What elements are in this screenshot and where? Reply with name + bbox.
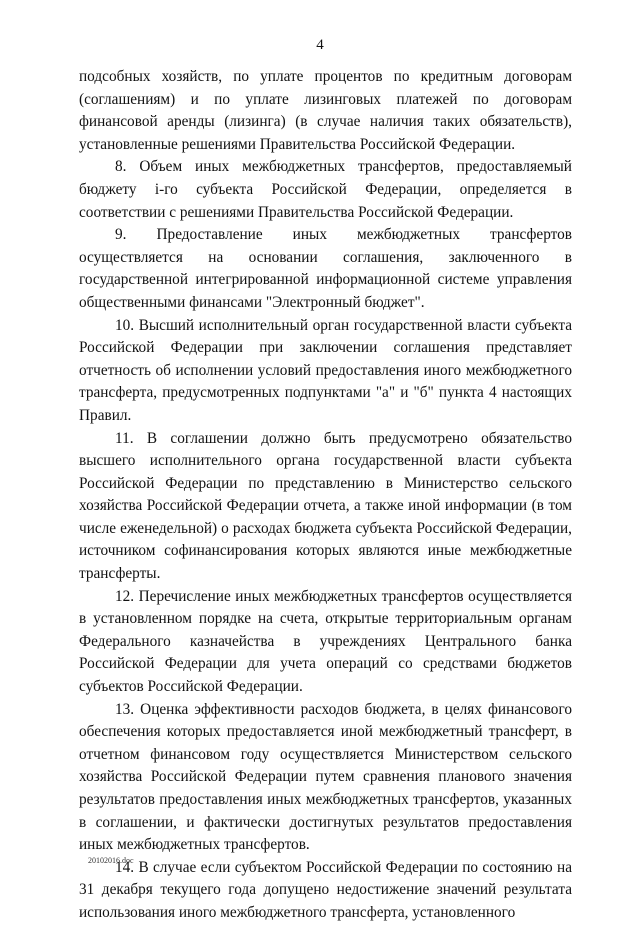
- document-body: [79, 66, 572, 925]
- file-name-footer: 20102016.doc: [88, 856, 134, 865]
- paragraph-item-11: 11. В соглашении должно быть предусмотрено обязательство высшего исполнительного органа государственной власти субъекта Российской Федерации по представлению в Министерство сельского хозяйства Российской Федерации отчета, а также иной информации (в том числе еженедельной) о расходах бюджета субъекта Российской Федерации, источником софинансирования которых являются иные межбюджетные трансферты.: [79, 429, 572, 583]
- page-number: 4: [316, 37, 324, 53]
- paragraph-item-8: 8. Объем иных межбюджетных трансфертов, предоставляемый бюджету i-го субъекта Российской Федерации, определяется в соответствии с решениями Правительства Российской Федерации.: [79, 158, 572, 221]
- paragraph-item-12: 12. Перечисление иных межбюджетных трансфертов осуществляется в установленном порядке на счета, открытые территориальным органам Федерального казначейства в учреждениях Центрального банка Российской Федерации для учета операций со средствами бюджетов субъектов Российской Федерации.: [79, 587, 572, 696]
- paragraph-item-13: 13. Оценка эффективности расходов бюджета, в целях финансового обеспечения которых предоставляется иной межбюджетный трансферт, в отчетном финансовом году осуществляется Министерством сельского хозяйства Российской Федерации путем сравнения планового значения результатов предоставления иных межбюджетных трансфертов, указанных в соглашении, и фактически достигнутых результатов предоставления иных межбюджетных трансфертов.: [79, 700, 572, 854]
- paragraph-item-14: 14. В случае если субъектом Российской Федерации по состоянию на 31 декабря текущего года допущено недостижение значений результата использования иного межбюджетного трансферта, установленного: [79, 858, 572, 921]
- paragraph-item-9: 9. Предоставление иных межбюджетных трансфертов осуществляется на основании соглашения, заключенного в государственной интегрированной информационной системе управления общественными финансами "Электронный бюджет".: [79, 226, 572, 311]
- paragraph-item-10: 10. Высший исполнительный орган государственной власти субъекта Российской Федерации при заключении соглашения представляет отчетность об исполнении условий предоставления иного межбюджетного трансферта, предусмотренных подпунктами "а" и "б" пункта 4 настоящих Правил.: [79, 316, 572, 424]
- paragraph-continuation: подсобных хозяйств, по уплате процентов по кредитным договорам (соглашениям) и по уплате лизинговых платежей по договорам финансовой аренды (лизинга) (в случае наличия таких обязательств), установленные решениями Правительства Российской Федерации.: [79, 68, 572, 153]
